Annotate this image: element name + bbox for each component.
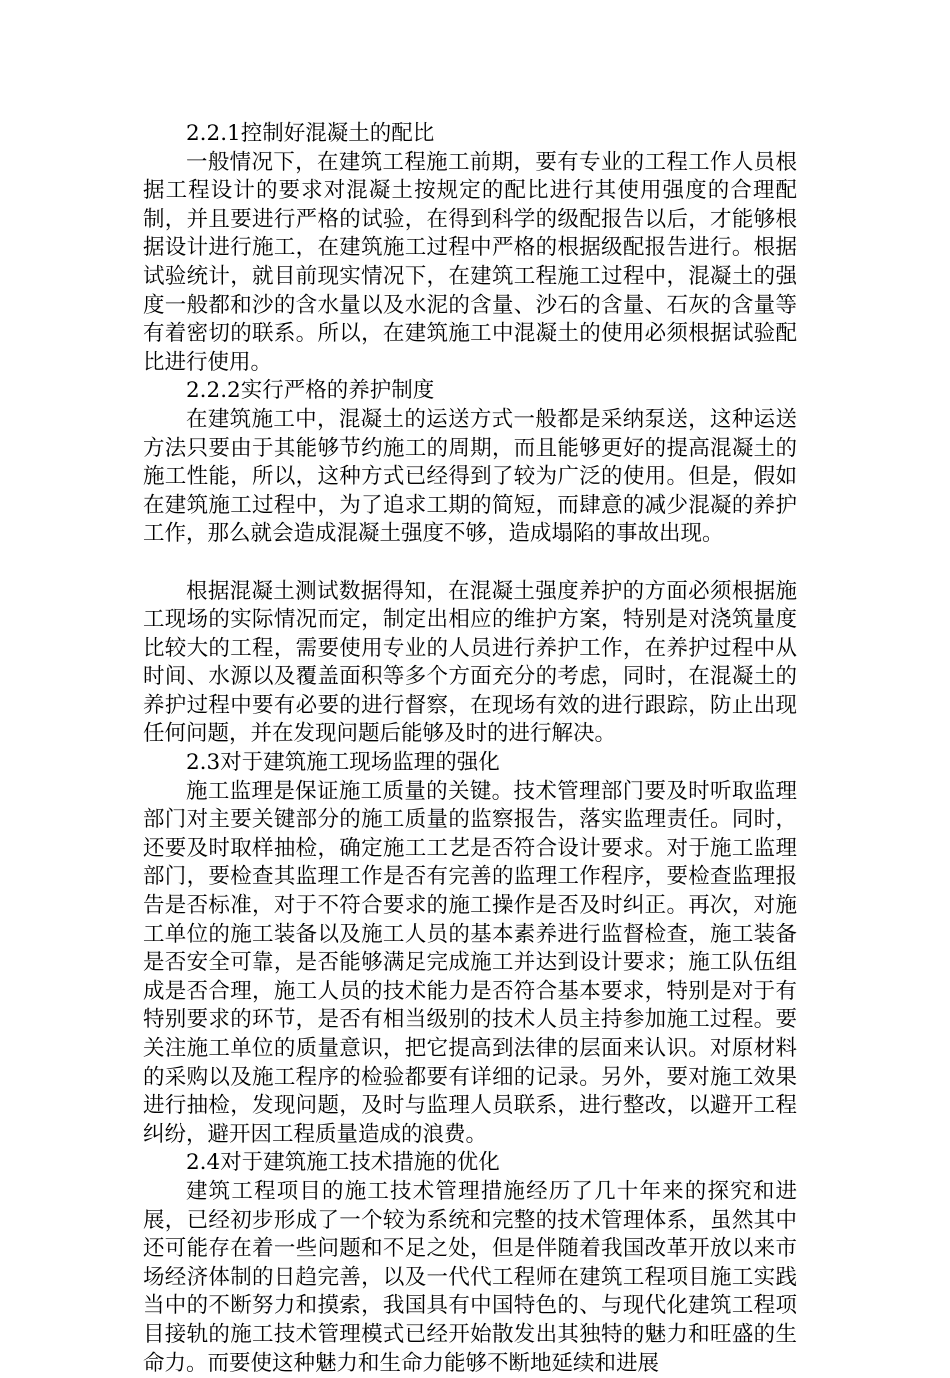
paragraph-curing-transport: 在建筑施工中，混凝土的运送方式一般都是采纳泵送，这种运送方法只要由于其能够节约施工的周期，而且能够更好的提高混凝土的施工性能，所以，这种方式已经得到了较为广泛的使用。但是，假如在建筑施工过程中，为了追求工期的简短，而肆意的减少混凝的养护工作，那么就会造成混凝土强度不够，造成塌陷的事故出现。 — [143, 406, 797, 547]
paragraph-supervision: 施工监理是保证施工质量的关键。技术管理部门要及时听取监理部门对主要关键部分的施工质量的监察报告，落实监理责任。同时，还要及时取样抽检，确定施工工艺是否符合设计要求。对于施工监理部门，要检查其监理工作是否有完善的监理工作程序，要检查监理报告是否标准，对于不符合要求的施工操作是否及时纠正。再次，对施工单位的施工装备以及施工人员的基本素养进行监督检查，施工装备是否安全可靠，是否能够满足完成施工并达到设计要求；施工队伍组成是否合理，施工人员的技术能力是否符合基本要求，特别是对于有特别要求的环节，是否有相当级别的技术人员主持参加施工过程。要关注施工单位的质量意识，把它提高到法律的层面来认识。对原材料的采购以及施工程序的检验都要有详细的记录。另外，要对施工效果进行抽检，发现问题，及时与监理人员联系，进行整改，以避开工程纠纷，避开因工程质量造成的浪费。 — [143, 778, 797, 1147]
section-heading-2-4: 2.4对于建筑施工技术措施的优化 — [186, 1150, 500, 1176]
section-heading-2-2-1: 2.2.1控制好混凝土的配比 — [186, 121, 435, 146]
section-heading-2-3: 2.3对于建筑施工现场监理的强化 — [186, 750, 500, 776]
paragraph-technical-measures: 建筑工程项目的施工技术管理措施经历了几十年来的探究和进展，已经初步形成了一个较为系统和完整的技术管理体系，虽然其中还可能存在着一些问题和不足之处，但是伴随着我国改革开放以来市场经济体制的日趋完善，以及一代代工程师在建筑工程项目施工实践当中的不断努力和摸索，我国具有中国特色的、与现代化建筑工程项目接轨的施工技术管理模式已经开始散发出其独特的魅力和旺盛的生命力。而要使这种魅力和生命力能够不断地延续和进展 — [143, 1178, 797, 1376]
paragraph-mix-ratio: 一般情况下，在建筑工程施工前期，要有专业的工程工作人员根据工程设计的要求对混凝土按规定的配比进行其使用强度的合理配制，并且要进行严格的试验，在得到科学的级配报告以后，才能够根据设计进行施工，在建筑施工过程中严格的根据级配报告进行。根据试验统计，就目前现实情况下，在建筑工程施工过程中，混凝土的强度一般都和沙的含水量以及水泥的含量、沙石的含量、石灰的含量等有着密切的联系。所以，在建筑施工中混凝土的使用必须根据试验配比进行使用。 — [143, 149, 797, 375]
document-body — [143, 120, 797, 1378]
paragraph-curing-plan: 根据混凝土测试数据得知，在混凝土强度养护的方面必须根据施工现场的实际情况而定，制定出相应的维护方案，特别是对浇筑量度比较大的工程，需要使用专业的人员进行养护工作，在养护过程中从时间、水源以及覆盖面积等多个方面充分的考虑，同时，在混凝土的养护过程中要有必要的进行督察，在现场有效的进行跟踪，防止出现任何问题，并在发现问题后能够及时的进行解决。 — [143, 578, 797, 747]
section-heading-2-2-2: 2.2.2实行严格的养护制度 — [186, 378, 435, 404]
paragraph-gap — [143, 549, 797, 578]
